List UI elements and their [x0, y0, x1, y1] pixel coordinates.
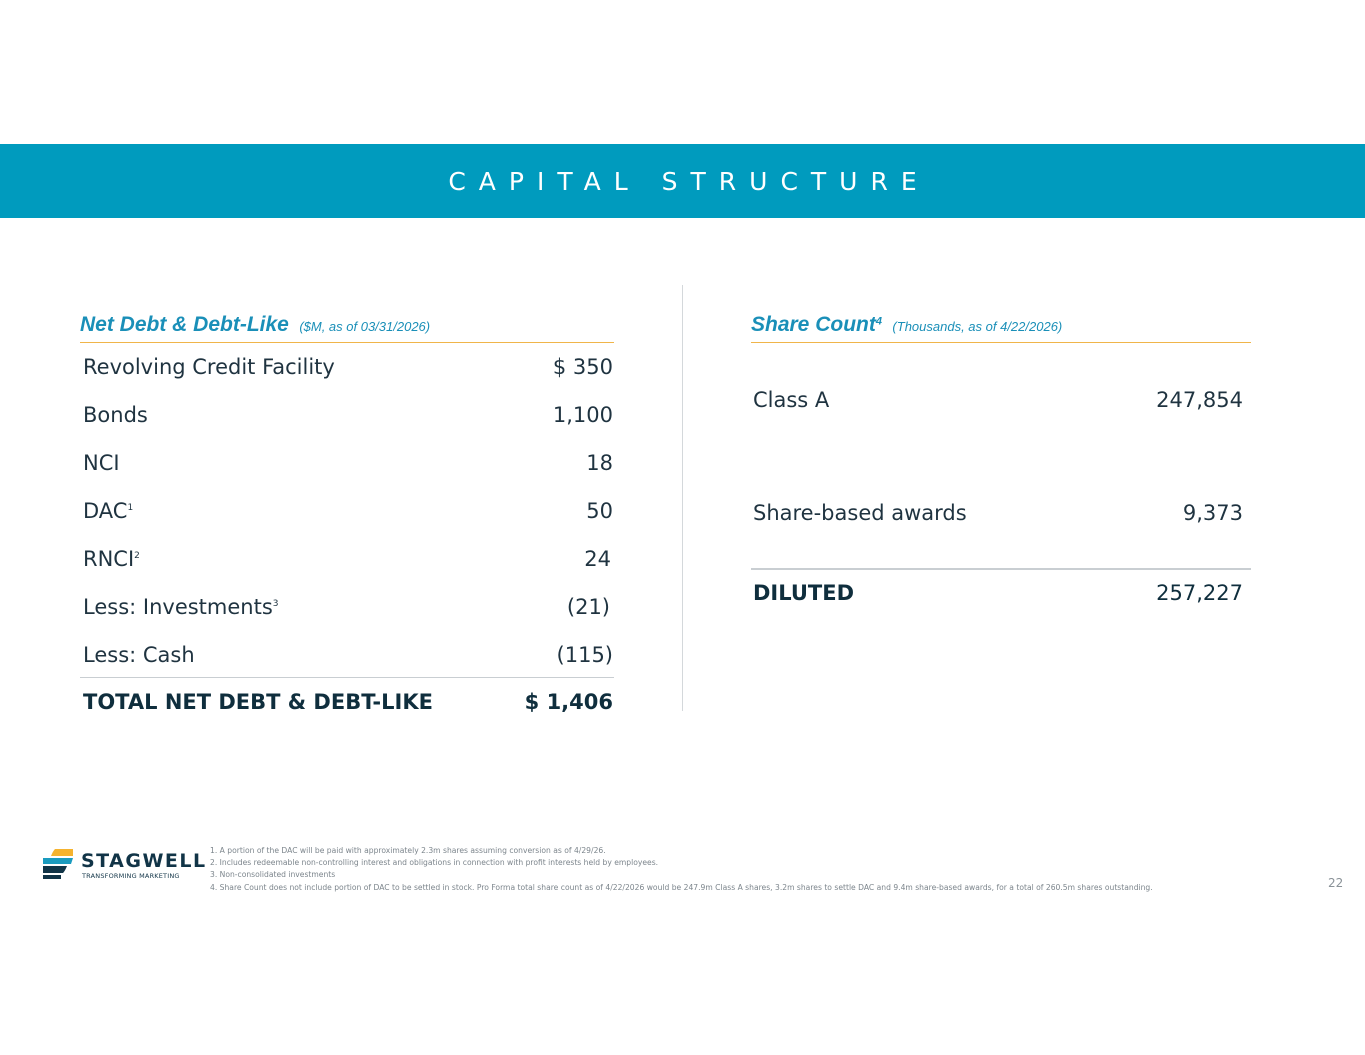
- net-debt-title: [80, 313, 614, 343]
- table-row: [753, 383, 1243, 417]
- table-row: [83, 398, 613, 432]
- diluted-value: 257,227: [1156, 581, 1243, 605]
- row-value: (21): [566, 595, 610, 619]
- table-row: [83, 638, 613, 672]
- total-label: TOTAL NET DEBT & DEBT-LIKE: [83, 690, 433, 714]
- row-value: 18: [586, 451, 613, 475]
- footnote: 2. Includes redeemable non-controlling interest and obligations in connection with profit interests held by employees.: [210, 858, 659, 868]
- total-row: [83, 685, 613, 719]
- page-number: 22: [1328, 876, 1344, 890]
- row-footnote: 2: [134, 551, 140, 561]
- row-footnote: 1: [127, 503, 134, 513]
- table-row: [83, 350, 613, 384]
- row-label: Share-based awards: [753, 501, 967, 525]
- row-label: Revolving Credit Facility: [83, 355, 335, 379]
- row-value: 50: [586, 499, 613, 523]
- share-count-heading: Share Count: [751, 313, 876, 336]
- diluted-divider: [751, 568, 1251, 570]
- row-label: Bonds: [83, 403, 148, 427]
- footnote: 1. A portion of the DAC will be paid with approximately 2.3m shares assuming conversion as of 4/29/26.: [210, 846, 606, 855]
- row-label: NCI: [83, 451, 120, 475]
- total-divider: [80, 677, 614, 678]
- share-count-subtitle: (Thousands, as of 4/22/2026): [892, 319, 1063, 334]
- row-value: 247,854: [1156, 388, 1243, 412]
- table-row: [83, 446, 613, 480]
- header-banner: [0, 144, 1365, 218]
- net-debt-subtitle: ($M, as of 03/31/2026): [299, 319, 431, 334]
- stagwell-logo: [41, 848, 207, 880]
- row-value: $ 350: [552, 355, 613, 379]
- table-row: [83, 542, 611, 576]
- row-label: Less: Investments: [83, 595, 273, 619]
- table-row: [753, 496, 1243, 530]
- column-divider: [682, 285, 683, 711]
- footnote: 4. Share Count does not include portion of DAC to be settled in stock. Pro Forma total share count as of 4/22/2026 would be 247.9m Class A shares, 3.2m shares to settle DAC and 9.4m share-based awards, for a total of 260.5m shares outstanding.: [210, 882, 1153, 892]
- diluted-row: [753, 576, 1243, 610]
- stagwell-logo-mark-icon: [41, 848, 77, 880]
- row-value: 9,373: [1182, 501, 1243, 525]
- row-label: Class A: [753, 388, 830, 412]
- table-row: [83, 494, 613, 528]
- row-label: RNCI: [83, 547, 135, 571]
- share-count-title: [751, 313, 1251, 343]
- row-value: 24: [584, 547, 611, 571]
- table-row: [83, 590, 610, 624]
- row-value: 1,100: [552, 403, 613, 427]
- row-label: DAC: [83, 499, 128, 523]
- row-value: (115): [556, 643, 613, 667]
- footnotes: [210, 845, 1310, 894]
- total-value: $ 1,406: [524, 690, 613, 714]
- logo-name: STAGWELL: [81, 850, 207, 872]
- row-label: Less: Cash: [83, 643, 195, 667]
- footnote: 3. Non-consolidated investments: [210, 870, 336, 880]
- diluted-label: DILUTED: [753, 581, 855, 605]
- row-footnote: 3: [272, 599, 279, 609]
- share-count-footnote: 4: [875, 315, 882, 328]
- page-title: CAPITAL STRUCTURE: [448, 166, 930, 196]
- logo-tagline: TRANSFORMING MARKETING: [82, 872, 180, 880]
- net-debt-heading: Net Debt & Debt-Like: [80, 313, 289, 336]
